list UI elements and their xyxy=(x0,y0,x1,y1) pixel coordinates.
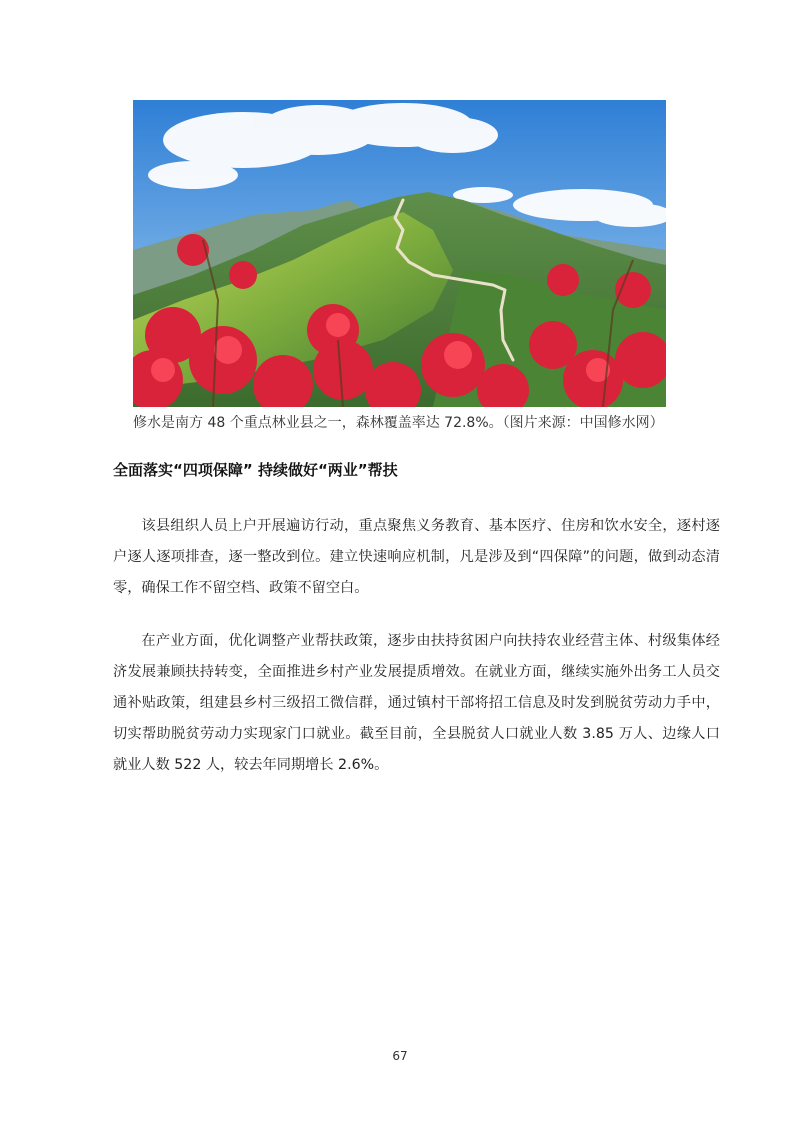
paragraph-industry-employment: 在产业方面，优化调整产业帮扶政策，逐步由扶持贫困户向扶持农业经营主体、村级集体经济发展兼顾扶持转变，全面推进乡村产业发展提质增效。在就业方面，继续实施外出务工人员交通补贴政策，组建县乡村三级招工微信群，通过镇村干部将招工信息及时发到脱贫劳动力手中，切实帮助脱贫劳动力实现家门口就业。截至目前，全县脱贫人口就业人数 3.85 万人、边缘人口就业人数 522 人，较去年同期增长 2.6%。 xyxy=(113,633,720,773)
photo-caption: 修水是南方 48 个重点林业县之一，森林覆盖率达 72.8%。（图片来源：中国修水网） xyxy=(133,415,664,431)
section-heading: 全面落实“四项保障” 持续做好“两业”帮扶 xyxy=(113,461,398,479)
paragraph-four-guarantees: 该县组织人员上户开展遍访行动，重点聚焦义务教育、基本医疗、住房和饮水安全，逐村逐户逐人逐项排查，逐一整改到位。建立快速响应机制，凡是涉及到“四保障”的问题，做到动态清零，确保工作不留空档、政策不留空白。 xyxy=(113,518,720,596)
page-number: 67 xyxy=(392,1049,408,1063)
forest-photo xyxy=(133,100,666,407)
